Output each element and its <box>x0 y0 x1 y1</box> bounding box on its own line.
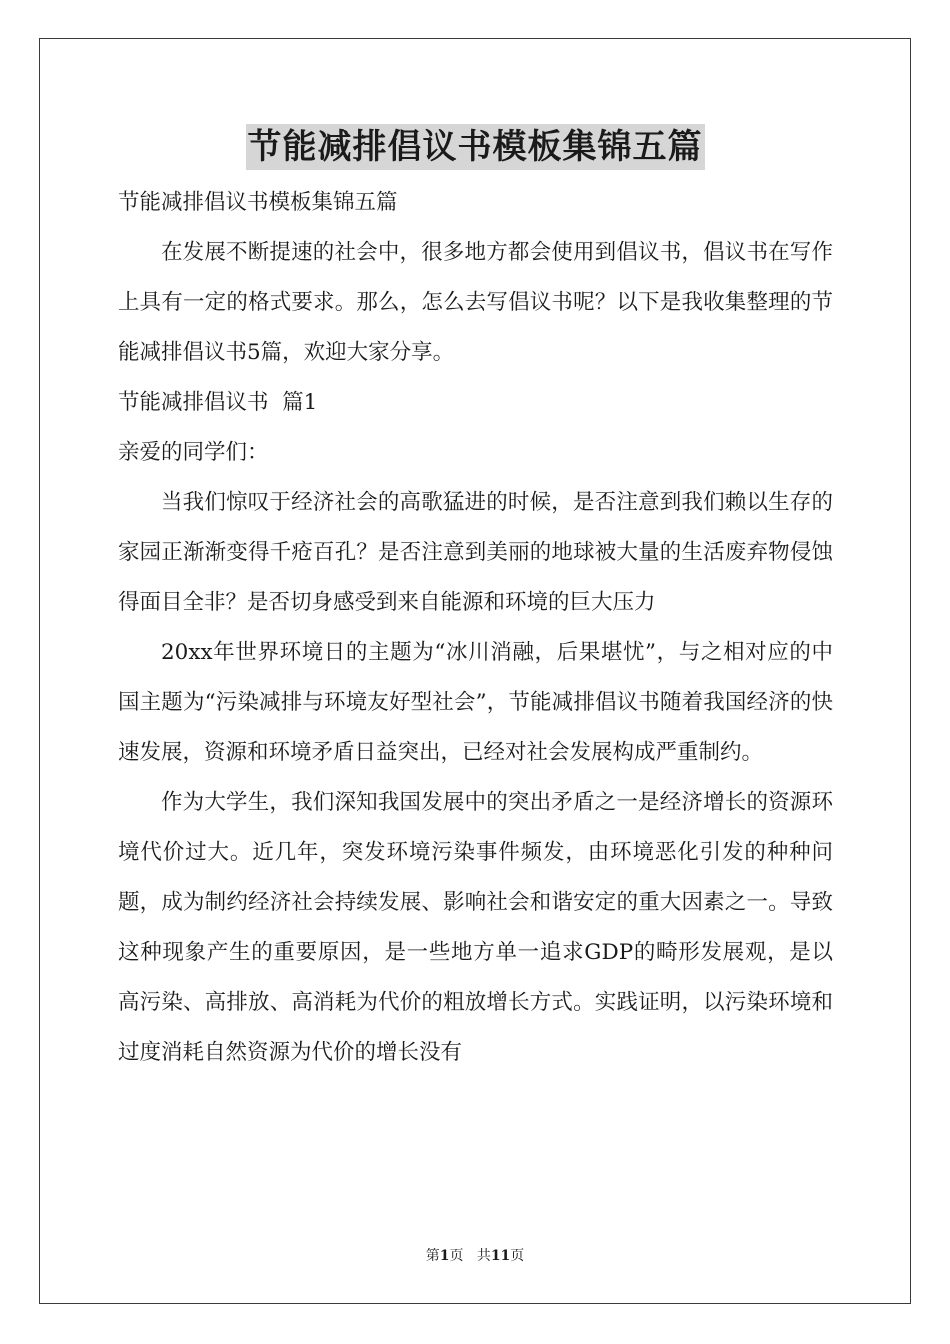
paragraph: 在发展不断提速的社会中，很多地方都会使用到倡议书，倡议书在写作上具有一定的格式要求。那么，怎么去写倡议书呢？以下是我收集整理的节能减排倡议书5篇，欢迎大家分享。 <box>118 240 833 365</box>
page-suffix: 页 <box>449 1248 464 1264</box>
paragraph: 节能减排倡议书 篇1 <box>118 390 318 415</box>
page-number: 1 <box>439 1248 450 1264</box>
document-body <box>118 178 833 1078</box>
paragraph: 当我们惊叹于经济社会的高歌猛进的时候，是否注意到我们赖以生存的家园正渐渐变得千疮百孔？是否注意到美丽的地球被大量的生活废弃物侵蚀得面目全非？是否切身感受到来自能源和环境的巨大压力 <box>118 490 833 615</box>
paragraph: 20xx年世界环境日的主题为“冰川消融，后果堪忧”，与之相对应的中国主题为“污染减排与环境友好型社会”，节能减排倡议书随着我国经济的快速发展，资源和环境矛盾日益突出，已经对社会发展构成严重制约。 <box>118 640 833 765</box>
paragraph: 亲爱的同学们： <box>118 440 269 465</box>
document-title: 节能减排倡议书模板集锦五篇 <box>246 124 705 170</box>
title-container <box>0 124 950 170</box>
paragraph: 作为大学生，我们深知我国发展中的突出矛盾之一是经济增长的资源环境代价过大。近几年，突发环境污染事件频发，由环境恶化引发的种种问题，成为制约经济社会持续发展、影响社会和谐安定的重大因素之一。导致这种现象产生的重要原因，是一些地方单一追求GDP的畸形发展观，是以高污染、高排放、高消耗为代价的粗放增长方式。实践证明，以污染环境和过度消耗自然资源为代价的增长没有 <box>118 790 833 1065</box>
total-pages: 11 <box>490 1248 511 1264</box>
page-footer <box>0 1246 950 1266</box>
paragraph: 节能减排倡议书模板集锦五篇 <box>118 190 398 215</box>
page-prefix: 第 <box>425 1248 440 1264</box>
total-prefix: 共 <box>476 1248 491 1264</box>
total-suffix: 页 <box>510 1248 525 1264</box>
